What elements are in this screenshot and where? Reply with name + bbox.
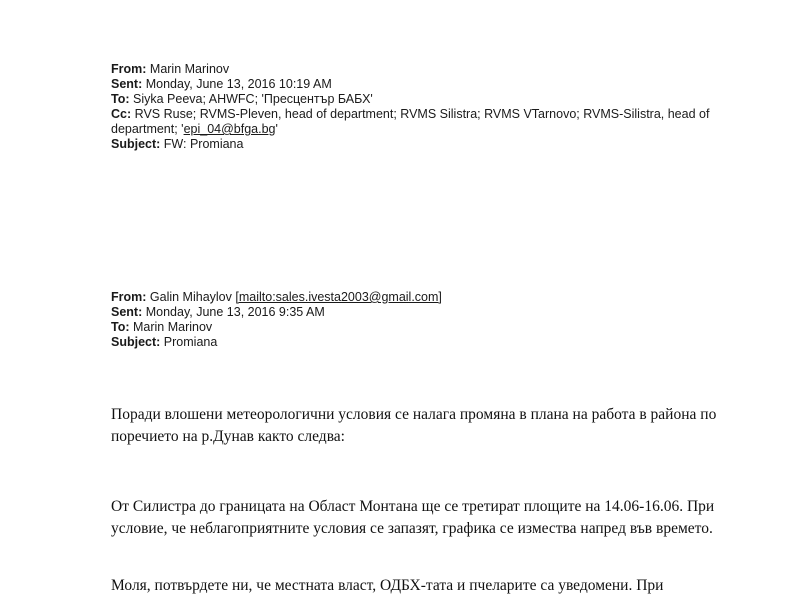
paragraph-text: Поради влошени метеорологични условия се налага промяна в плана на работа в района по поречието на р.Дунав както следва: [111,406,717,445]
to-label: To: [111,320,130,334]
to-row [111,320,711,335]
cc-value: RVS Ruse; RVMS-Pleven, head of department; RVMS Silistra; RVMS VTarnovo; RVMS-Silistra, head of department; ' [111,107,710,136]
body-paragraph-schedule [111,496,721,540]
sent-label: Sent: [111,77,143,91]
sent-value: Monday, June 13, 2016 10:19 AM [145,77,332,91]
body-paragraph-confirm [111,575,721,597]
forward-email-header [111,62,711,152]
cc-row [111,107,711,137]
subject-value: Promiana [163,335,218,349]
subject-label: Subject: [111,335,161,349]
body-paragraph-weather [111,404,721,448]
sent-value: Monday, June 13, 2016 9:35 AM [145,305,325,319]
to-row [111,92,711,107]
paragraph-text: Моля, потвърдете ни, че местната власт, ОДБХ-тата и пчеларите са уведомени. При [111,577,664,594]
subject-row [111,137,711,152]
from-row [111,62,711,77]
from-label: From: [111,290,147,304]
to-label: To: [111,92,130,106]
subject-value: FW: Promiana [163,137,244,151]
from-label: From: [111,62,147,76]
to-value: Siyka Peeva; AHWFC; 'Пресцентър БАБХ' [133,92,373,106]
mailto-link[interactable]: [mailto:sales.ivesta2003@gmail.com] [235,290,442,304]
cc-email-link[interactable]: epi_04@bfga.bg [183,122,276,136]
from-value: Marin Marinov [149,62,230,76]
cc-value-end: ' [275,122,278,136]
subject-row [111,335,711,350]
paragraph-text: От Силистра до границата на Област Монтана ще се третират площите на 14.06-16.06. При условие, че неблагоприятните условия се запазят, графика се измества напред във времето. [111,498,715,537]
subject-label: Subject: [111,137,161,151]
cc-label: Cc: [111,107,132,121]
sent-row [111,305,711,320]
sent-label: Sent: [111,305,143,319]
original-email-header [111,290,711,350]
sent-row [111,77,711,92]
from-value: Galin Mihaylov [149,290,232,304]
to-value: Marin Marinov [133,320,213,334]
from-row [111,290,711,305]
